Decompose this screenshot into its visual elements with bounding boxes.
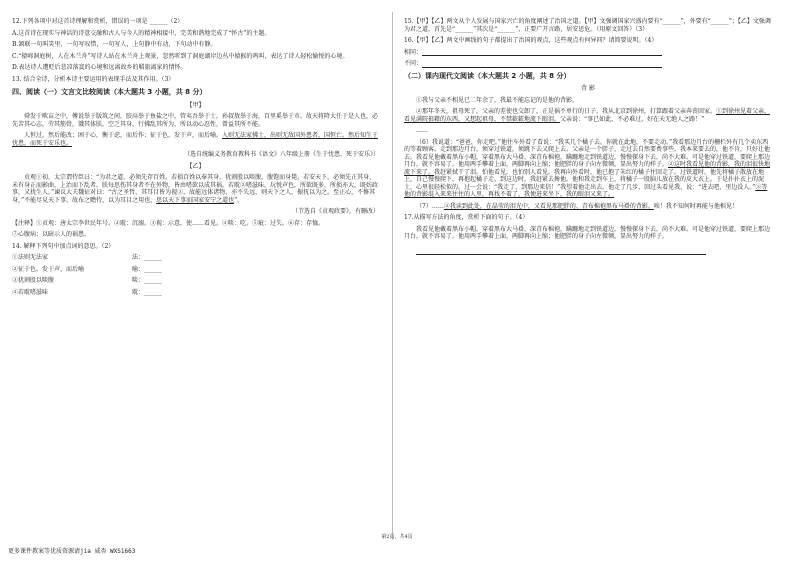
q16-stem: 16.【甲】【乙】两文中画线的句子都提出了治国的观点，这些观点有何异同？请简要说明。（4） <box>404 37 658 44</box>
right-column <box>404 18 772 259</box>
q16-diff-answer-line[interactable] <box>422 61 662 68</box>
article-p7 <box>404 203 772 211</box>
q12-option-d: D.表达诗人遭贬后悲凉落寞的心境和远离故乡的羁旅离家的情怀。 <box>12 64 187 71</box>
article-p1: ①我与父亲不相见已二年余了，我最不能忘记的是他的背影。 <box>416 96 579 104</box>
left-column <box>12 18 379 300</box>
notes-2: ⑦心腹病：以暗示人的祸患。 <box>12 231 91 239</box>
q13: 13. 结合全诗，分析本诗主要运用的表现手法及其作用。（3） <box>12 75 175 83</box>
section-four-heading: 四、阅读（一）文言文比较阅读（本大题共 3 小题，共 8 分） <box>12 88 207 96</box>
article-p6-underlined-2: ③等他的背影混入来来往往的人里，再找不着了，我便进来坐下，我的眼泪又来了。 <box>404 183 768 199</box>
yi-source: （节选自《贞观政要》，有删改） <box>291 208 379 216</box>
q14-answer-blank[interactable]: 法：______ <box>131 254 162 262</box>
jia-source: （选自统编义务教育教科书《语文》八年级上册《生于忧患，死于安乐》） <box>183 151 379 159</box>
q16-same-answer-line[interactable] <box>422 49 662 56</box>
jia-p2-text: 人恒过，然后能改；困于心，衡于虑，而后作；征于色，发于声，而后喻。 <box>24 132 223 140</box>
page-number: 第2页，共4页 <box>381 534 413 540</box>
q12-stem: 12.下列各项中对这首诗理解和赏析，错误的一项是 ______（2） <box>12 18 184 25</box>
article-title: 背 影 <box>581 85 595 93</box>
section-two-heading: （二）课内现代文阅读（本大题共 2 小题，共 8 分） <box>404 71 571 80</box>
q14-item-text: ③犹割股以啖腹 <box>12 277 55 285</box>
q14-item <box>12 277 162 285</box>
q14-answer-blank[interactable]: 啖：______ <box>131 277 162 285</box>
q17-quote: 我看见他戴着黑布小帽，穿着黑布大马褂，深青布棉袍，蹒跚地走到铁道边，慢慢探身下去，尚不大难。可是他穿过铁道，要爬上那边月台，就不容易了。他用两手攀着上面，两脚再向上缩；他肥胖的身子向左微倾，显出努力的样子。 <box>404 225 771 241</box>
q14-item <box>12 289 162 297</box>
jia-p2-underlined: 入则无法家拂士，出则无敌国外患者，国恒亡。然后知生于忧患，而死于安乐也。 <box>12 132 379 147</box>
yi-paragraph-1 <box>12 174 379 204</box>
q17-answer-line[interactable] <box>416 245 706 255</box>
q14-stem: 14. 解释下列句中加点词的意思。（2） <box>12 242 115 250</box>
yi-p1-text: 贞观①初，太宗谓侍臣曰：“为君之道，必须先存百姓。若损百姓以奉其身，犹割股以啖腹，腹饱而身毙。若安天下，必须先正其身，未有身正而影曲，上治而下乱者。朕每思伤其身者不在外物，皆由嗜欲以成其祸。若耽②嗜滋味，玩悦声色，所欲既多，所损亦大，既妨政事，又扰生人。”谏议大夫魏征对曰：“古之圣哲，其耳目皆为视③，故能远体诸物，亦不失远，则天下之人，振抚以为之。至正心，不修其身，”不能尽見天下事，故布之瞻侍，以为耳目之用也， <box>12 174 379 204</box>
q14-item <box>12 266 162 274</box>
q16-diff-label: 不同： <box>404 60 423 67</box>
page-divider <box>392 12 393 540</box>
q14-item-text: ①法则无法家 <box>12 254 49 262</box>
footer-ad-text: 更多课件教案等优质资源请jia 威杏 WXS1663 <box>8 548 136 555</box>
notes: 【注释】①贞观：唐太宗李世民年号。②耽：沉溺。③视：示意，使……看见。④啖：吃。⑤疵：过失。⑥存：存恤。 <box>12 219 325 227</box>
yi-p1-underlined: 思以天下事而国家安宁之道也 <box>156 196 235 204</box>
jia-paragraph-1: 舜发于畎亩之中，傅说举于版筑之间，胶鬲举于鱼盐之中，管夷吾举于士，孙叔敖举于海，百里奚举于市。故天将降大任于是人也，必先苦其心志，劳其筋骨，饿其体肤，空乏其身，行拂乱其所为，所以动心忍性，曾益其所不能。 <box>12 113 379 128</box>
q16-diff-row <box>404 60 772 68</box>
q12-option-b: B.颔联一句叫笑里，一句写叹惜，一句写人，上句静中有动，下句动中有静。 <box>12 41 217 48</box>
article-p6-text: （6）我说道：“爸爸，你走吧。”他往车外看了看说：“我买几个橘子去。你就在此地，不要走动。”我看那边月台的栅栏外有几个卖东西的等着顾客。走到那边月台，须穿过铁道，须跳下去又爬上去。父亲是一个胖子，走过去自然要费事些。我本来要去的，他不肯，只好让他去。我看见他戴着黑布小帽，穿着黑布大马褂，深青布棉袍，蹒跚地走到铁道边，慢慢探身下去，尚不大难。可是他穿过铁道，要爬上那边月台，就不容易了。他用两手攀着上面，两脚再向上缩；他肥胖的身子向左微倾，显出努力的样子。 <box>404 138 771 169</box>
article-p6-text-2: 我赶紧拭干了泪。怕他看见，也怕别人看见。我再向外看时，他已抱了朱红的橘子往回走了。过铁道时，他先将橘子散放在地上，自己慢慢爬下，再抱起橘子走。到这边时，我赶紧去搀他。他和我走到车上，将橘子一股脑儿放在我的皮大衣上。于是扑扑衣上的泥土，心里很轻松似的。过一会说：“我走了，到那边来信！”我望着他走出去。他走了几步，回过头看见我，说：“进去吧，里边没人。” <box>404 168 765 191</box>
q16-same-row <box>404 49 772 57</box>
jia-paragraph-2 <box>12 132 379 147</box>
yi-label: 【乙】 <box>186 162 205 170</box>
q14-item-text: ②征于色，发于声，而后喻 <box>12 265 85 273</box>
q12-option-c: C.“猿啼洞庭树，人在木兰舟”写诗人站在木兰舟上观景，忽然听到了洞庭湖岸边丛中猿猴的鸣叫，表达了诗人轻松愉悦的心境。 <box>12 52 349 60</box>
article-p2-end: 父亲说：“事已如此，不必难过，好在天无绝人之路！” <box>560 115 705 123</box>
article-p2 <box>404 108 772 123</box>
q16-same-label: 相同： <box>404 48 423 56</box>
article-p7-end: 唉！我不知何时再能与他相见！ <box>653 202 738 210</box>
jia-label: 【甲】 <box>186 101 205 109</box>
q12-option-a: A.这首诗在现实与神话的诗意交融和古人与今人的精神相接中，完美和谐地完成了“怀古”的主题。 <box>12 29 271 37</box>
article-p6 <box>404 139 772 199</box>
q14-item-text: ④若耽嗜滋味 <box>12 288 49 296</box>
article-p2-underlined: ①到徐州见着父亲，看见满院狼藉的东西，又想起祖母，不禁簌簌地流下眼泪。 <box>404 108 771 123</box>
article-p7-underlined: ④我读到此处，在晶莹的泪光中，又看见那肥胖的、青布棉袍黑布马褂的背影。 <box>443 202 654 210</box>
q14-answer-blank[interactable]: 喻：______ <box>131 265 162 273</box>
q15: 15.【甲】【乙】两文从个人发展与国家兴亡的角度阐述了治国之道。【甲】文强调国家兴盛内要有“______”，外要有“______”；【乙】文强调为君之道，首先是“______”其次是“______”，正要广开言路，居安思危。（用原文回答）（3） <box>404 18 771 33</box>
q17-stem: 17.从描写方法的角度，赏析下面的句子。（4） <box>404 214 529 222</box>
q14-item <box>12 254 162 262</box>
yi-p1-end: ”。 <box>234 196 244 204</box>
article-p2-text: ②那年冬天，祖母死了，父亲的差使也交卸了，正是祸不单行的日子。我从北京到徐州，打算跟着父亲奔丧回家。 <box>416 108 717 116</box>
article-p7-text: （7）…… <box>416 202 444 210</box>
ellipsis: …… <box>416 127 428 135</box>
q14-answer-blank[interactable]: 耽：______ <box>131 288 162 296</box>
article-p6-underlined: ②这时我看见他的背影，我的泪很快地流下来了。 <box>404 161 771 176</box>
